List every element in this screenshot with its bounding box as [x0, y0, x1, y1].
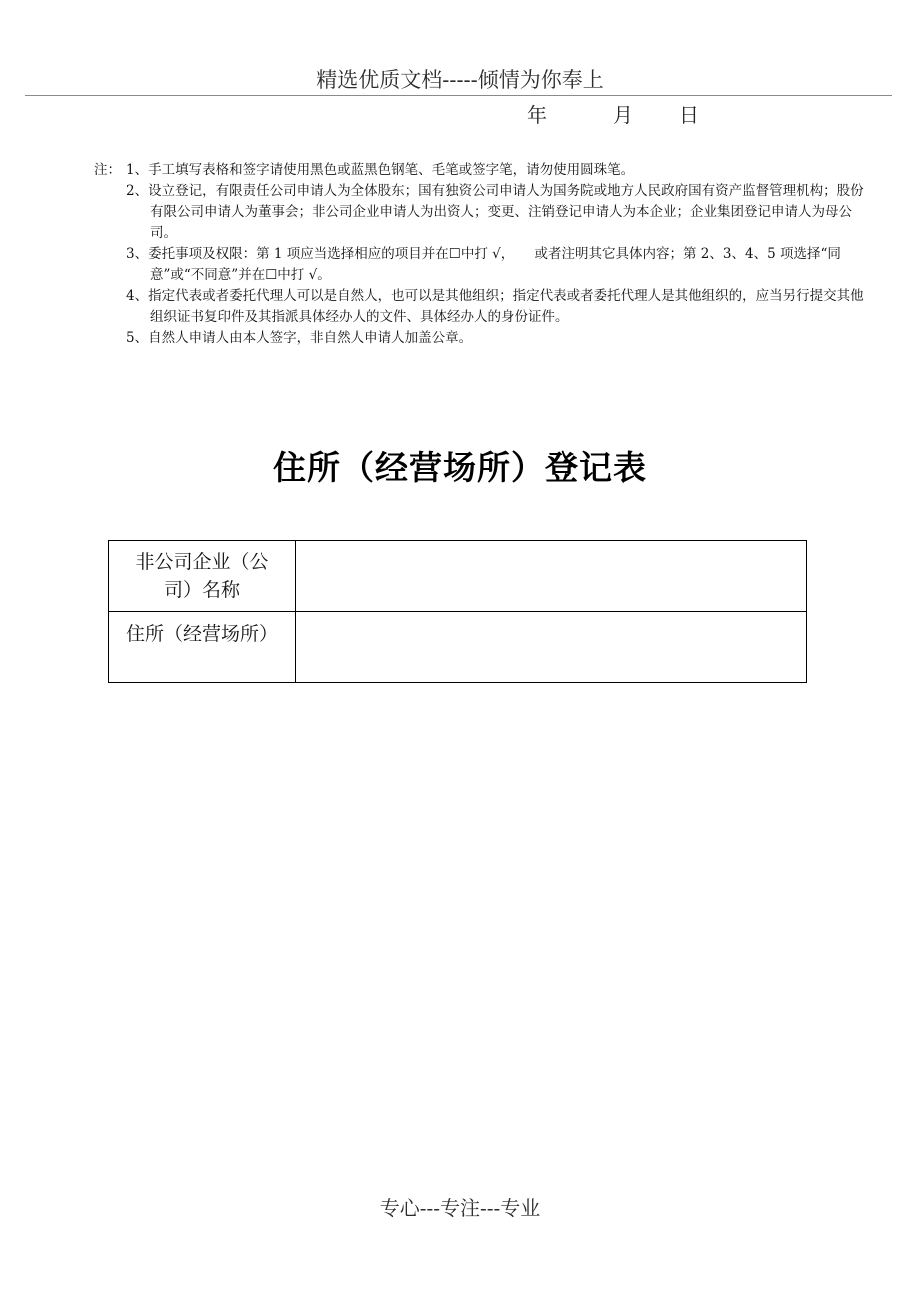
company-name-field[interactable] [296, 541, 807, 612]
date-month-label: 月 [613, 103, 633, 127]
date-line [0, 102, 920, 128]
date-year-label: 年 [527, 103, 547, 127]
note-item-1 [94, 160, 874, 181]
table-row-company-name [109, 541, 807, 612]
page-header-title: 精选优质文档-----倾情为你奉上 [316, 68, 604, 92]
company-name-label-text: 非公司企业（公司）名称 [135, 551, 269, 601]
page-footer: 专心---专注---专业 [379, 1196, 541, 1220]
address-field[interactable] [296, 612, 807, 683]
date-day-label: 日 [679, 103, 699, 127]
note-item-5: 5、自然人申请人由本人签字，非自然人申请人加盖公章。 [126, 330, 473, 346]
note-item-4: 4、指定代表或者委托代理人可以是自然人，也可以是其他组织；指定代表或者委托代理人是其他组织的，应当另行提交其他组织证书复印件及其指派具体经办人的文件、具体经办人的身份证件。 [126, 288, 864, 325]
note-item-1-text: 1、手工填写表格和签字请使用黑色或蓝黑色钢笔、毛笔或签字笔，请勿使用圆珠笔。 [126, 162, 635, 178]
note-item-3: 3、委托事项及权限：第 1 项应当选择相应的项目并在☐中打 √， 或者注明其它具体内容；第 2、3、4、5 项选择“同意”或“不同意”并在☐中打 √。 [126, 246, 841, 283]
form-title: 住所（经营场所）登记表 [273, 448, 647, 487]
notes-prefix: 注： [94, 162, 121, 178]
note-item-2: 2、设立登记，有限责任公司申请人为全体股东；国有独资公司申请人为国务院或地方人民政府国有资产监督管理机构；股份有限公司申请人为董事会；非公司企业申请人为出资人；变更、注销登记申请人为本企业；企业集团登记申请人为母公司。 [126, 183, 864, 241]
company-name-label [109, 541, 296, 612]
registration-table [108, 540, 807, 683]
address-label: 住所（经营场所） [109, 612, 296, 683]
header-divider [25, 95, 892, 96]
table-row-address [109, 612, 807, 683]
notes-section [94, 160, 874, 349]
